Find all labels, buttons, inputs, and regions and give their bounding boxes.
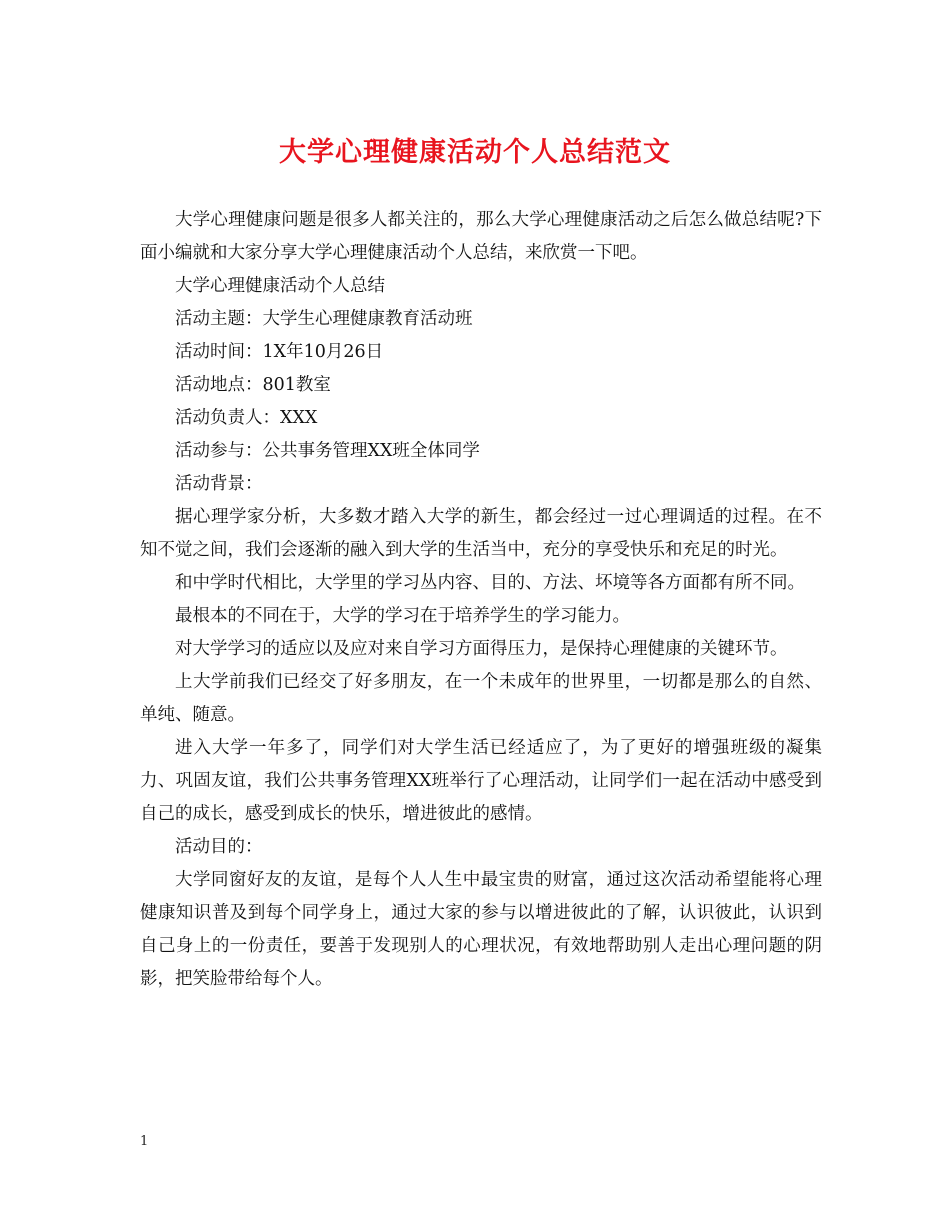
- paragraph-time: 活动时间：1X年10月26日: [175, 342, 384, 362]
- paragraph-background-label: 活动背景：: [175, 474, 263, 494]
- paragraph-theme: 活动主题：大学生心理健康教育活动班: [175, 309, 473, 329]
- paragraph-background-3: 最根本的不同在于，大学的学习在于培养学生的学习能力。: [175, 606, 630, 626]
- paragraph-background-6: 进入大学一年多了，同学们对大学生活已经适应了，为了更好的增强班级的凝集力、巩固友谊，我们公共事务管理XX班举行了心理活动，让同学们一起在活动中感受到自己的成长，感受到成长的快乐，增进彼此的感情。: [140, 738, 822, 824]
- paragraph-background-1: 据心理学家分析，大多数才踏入大学的新生，都会经过一过心理调适的过程。在不知不觉之间，我们会逐渐的融入到大学的生活当中，充分的享受快乐和充足的时光。: [140, 507, 822, 560]
- paragraph-purpose: 大学同窗好友的友谊，是每个人人生中最宝贵的财富，通过这次活动希望能将心理健康知识普及到每个同学身上，通过大家的参与以增进彼此的了解，认识彼此，认识到自己身上的一份责任，要善于发现别人的心理状况，有效地帮助别人走出心理问题的阴影，把笑脸带给每个人。: [140, 870, 822, 989]
- paragraph-intro: 大学心理健康问题是很多人都关注的，那么大学心理健康活动之后怎么做总结呢?下面小编就和大家分享大学心理健康活动个人总结，来欣赏一下吧。: [140, 210, 822, 263]
- paragraph-background-2: 和中学时代相比，大学里的学习丛内容、目的、方法、坏境等各方面都有所不同。: [175, 573, 805, 593]
- page-number: 1: [140, 1134, 149, 1149]
- paragraph-background-4: 对大学学习的适应以及应对来自学习方面得压力，是保持心理健康的关键环节。: [175, 639, 788, 659]
- document-body: [140, 204, 822, 996]
- paragraph-participants: 活动参与：公共事务管理XX班全体同学: [175, 441, 480, 461]
- paragraph-leader: 活动负责人：XXX: [175, 408, 318, 428]
- document-title: 大学心理健康活动个人总结范文: [279, 137, 671, 168]
- paragraph-background-5: 上大学前我们已经交了好多朋友，在一个未成年的世界里，一切都是那么的自然、单纯、随意。: [140, 672, 822, 725]
- paragraph-heading: 大学心理健康活动个人总结: [175, 276, 385, 296]
- paragraph-purpose-label: 活动目的：: [175, 837, 263, 857]
- paragraph-location: 活动地点：801教室: [175, 375, 331, 395]
